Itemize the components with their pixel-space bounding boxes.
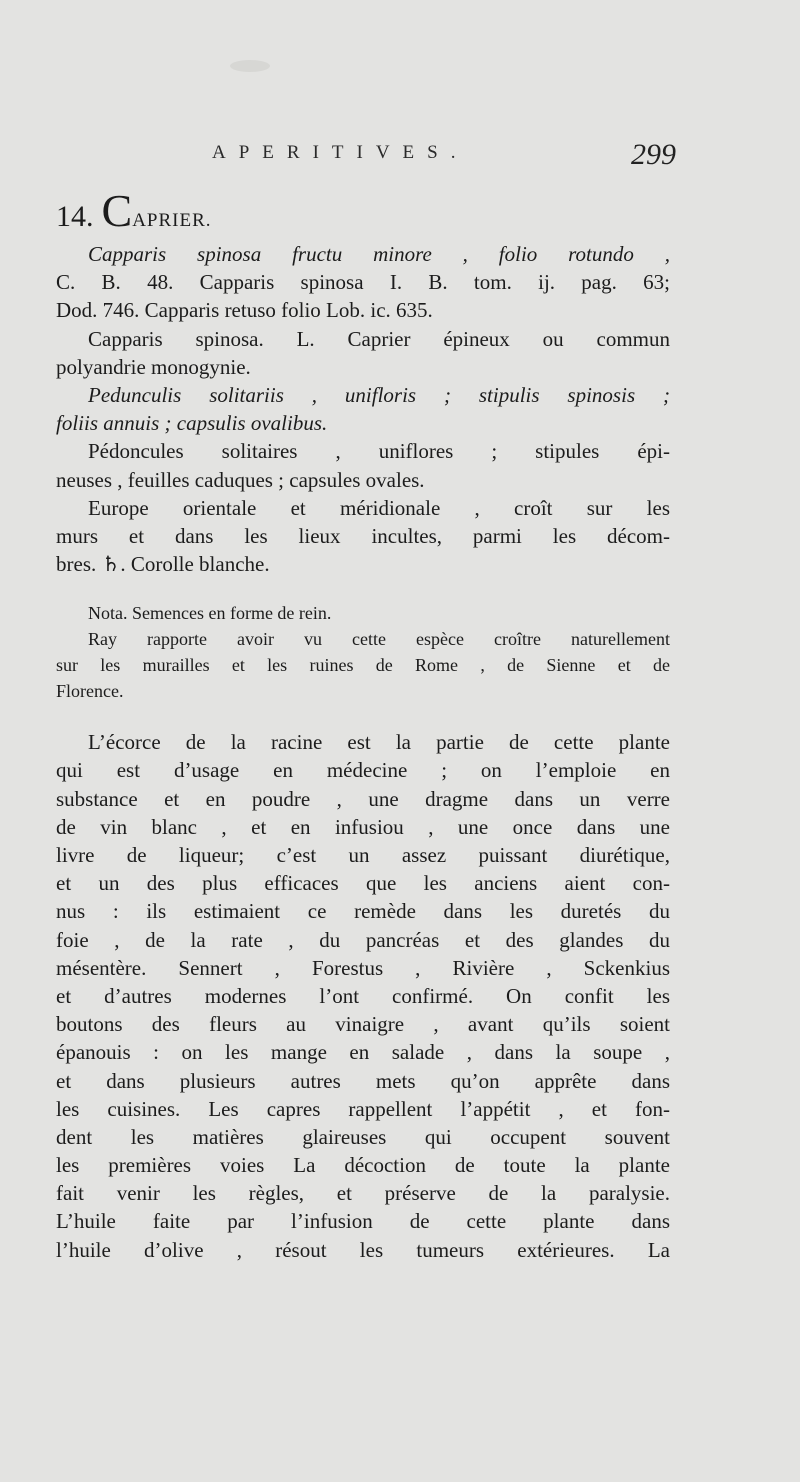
text-line: Europe orientale et méridionale , croît sur les (88, 495, 670, 520)
entry-title: APRIER. (132, 210, 212, 231)
nota-section (56, 600, 670, 704)
paper-stain (230, 60, 270, 72)
text-line: Capparis spinosa fructu minore , folio rotundo , (88, 242, 670, 266)
text-line: Nota. Semences en forme de rein. (88, 603, 332, 624)
text-line: L’écorce de la racine est la partie de cette plante (88, 730, 670, 755)
text-line: Ray rapporte avoir vu cette espèce croître naturellement (88, 629, 670, 650)
text-line: Dod. 746. Capparis retuso folio Lob. ic. 635. (56, 298, 433, 323)
text-line: Florence. (56, 681, 124, 702)
text-line: foliis annuis ; capsulis ovalibus. (56, 411, 328, 436)
text-line: livre de liqueur; c’est un assez puissant diurétique, (56, 843, 670, 867)
entry-number: 14. (56, 200, 94, 233)
text-line: murs et dans les lieux incultes, parmi les décom- (56, 523, 670, 548)
text-line: C. B. 48. Capparis spinosa I. B. tom. ij. pag. 63; (56, 270, 670, 295)
text-line: neuses , feuilles caduques ; capsules ovales. (56, 467, 425, 492)
entry-initial: C (101, 185, 133, 236)
text-line: les cuisines. Les capres rappellent l’appétit , et fon- (56, 1096, 670, 1121)
entry-heading (56, 184, 212, 236)
text-line: polyandrie monogynie. (56, 354, 251, 379)
text-line: de vin blanc , et en infusiou , une once dans une (56, 814, 670, 839)
text-line: les premières voies La décoction de toute la plante (56, 1153, 670, 1178)
text-line: sur les murailles et les ruines de Rome , de Sienne et de (56, 655, 670, 676)
text-line: qui est d’usage en médecine ; on l’emploie en (56, 758, 670, 783)
text-line: l’huile d’olive , résout les tumeurs extérieures. La (56, 1237, 670, 1262)
page-header (0, 138, 800, 178)
text-line: L’huile faite par l’infusion de cette plante dans (56, 1209, 670, 1234)
running-head: APERITIVES. (212, 142, 469, 163)
text-line: foie , de la rate , du pancréas et des glandes du (56, 927, 670, 952)
text-line: substance et en poudre , une dragme dans un verre (56, 786, 670, 811)
text-line: dent les matières glaireuses qui occupent souvent (56, 1124, 670, 1149)
main-paragraph (56, 728, 670, 1264)
page-number: 299 (631, 138, 676, 171)
text-line: bres. ♄. Corolle blanche. (56, 552, 270, 577)
botanical-description (56, 240, 670, 578)
text-line: Capparis spinosa. L. Caprier épineux ou commun (88, 326, 670, 351)
text-line: nus : ils estimaient ce remède dans les duretés du (56, 899, 670, 924)
text-line: et d’autres modernes l’ont confirmé. On confit les (56, 983, 670, 1008)
page-body (56, 240, 670, 1264)
text-line: et un des plus efficaces que les anciens aient con- (56, 871, 670, 896)
text-line: mésentère. Sennert , Forestus , Rivière , Sckenkius (56, 955, 670, 980)
text-line: et dans plusieurs autres mets qu’on apprête dans (56, 1068, 670, 1093)
text-line: fait venir les règles, et préserve de la paralysie. (56, 1181, 670, 1206)
text-line: boutons des fleurs au vinaigre , avant qu’ils soient (56, 1012, 670, 1037)
text-line: Pédoncules solitaires , uniflores ; stipules épi- (88, 439, 670, 464)
text-line: épanouis : on les mange en salade , dans la soupe , (56, 1040, 670, 1065)
text-line: Pedunculis solitariis , unifloris ; stipulis spinosis ; (88, 382, 670, 407)
